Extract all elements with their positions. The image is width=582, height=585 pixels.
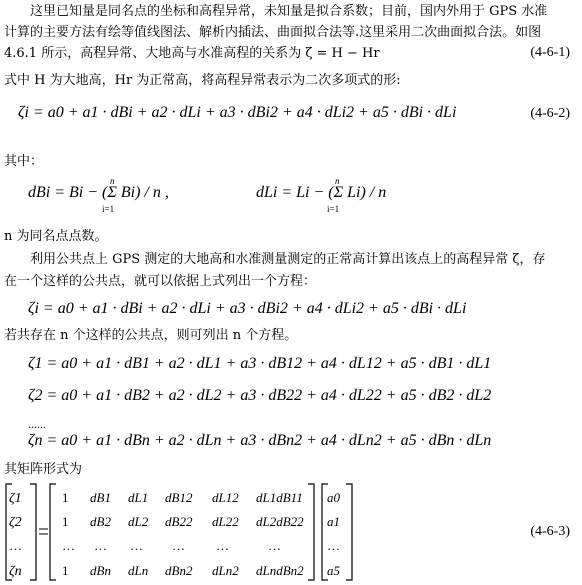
matrix-cell-2-6: dL2dB22 (256, 514, 304, 529)
equation-number-4-6-3: (4-6-3) (530, 524, 570, 539)
rhs-entry-2: a1 (327, 514, 340, 529)
where-label: 其中： (4, 154, 44, 169)
para1-line1: 这里已知量是同名点的坐标和高程异常，未知量是拟合系数；目前，国内外用于 GPS 水准 (30, 4, 548, 19)
equation-number-4-6-2: (4-6-2) (530, 106, 570, 121)
matrix-cell-3-3: … (130, 538, 143, 553)
matrix-cell-3-2: … (94, 538, 107, 553)
matrix-cell-n-5: dLn2 (212, 563, 239, 578)
matrix-form-label: 其矩阵形式为 (4, 462, 83, 477)
sum-lower-limit-2: i=1 (327, 204, 340, 214)
lhs-entry-2: ζ2 (9, 515, 22, 530)
equation-system-row-n: ζn = a0 + a1 · dBn + a2 · dLn + a3 · dBn2 + a4 · dLn2 + a5 · dBn · dLn (28, 432, 492, 449)
matrix-cell-2-5: dL22 (212, 514, 239, 529)
definition-dB: dBi = Bi − (Σ Bi) / n , (28, 184, 169, 201)
sum-lower-limit-1: i=1 (102, 204, 115, 214)
matrix-cell-1-6: dL1dB11 (256, 490, 303, 505)
equation-system-ellipsis: ...... (28, 417, 46, 431)
matrix-cell-1-1: 1 (62, 490, 69, 505)
matrix-right-bracket (308, 484, 314, 580)
rhs-entry-3: … (327, 538, 340, 553)
matrix-cell-1-2: dB1 (90, 490, 111, 505)
matrix-cell-3-6: … (268, 538, 281, 553)
sum-upper-limit-2: n (335, 176, 340, 186)
equation-system-row-2: ζ2 = a0 + a1 · dB2 + a2 · dL2 + a3 · dB22 + a4 · dL22 + a5 · dB2 · dL2 (28, 387, 492, 404)
equation-4-6-2: ζi = a0 + a1 · dBi + a2 · dLi + a3 · dBi2 + a4 · dLi2 + a5 · dBi · dLi (18, 104, 457, 121)
matrix-cell-n-2: dBn (90, 563, 111, 578)
matrix-cell-n-4: dBn2 (165, 563, 193, 578)
matrix-cell-1-3: dL1 (128, 490, 149, 505)
para1-line4: 式中 H 为大地高，Hr 为正常高，将高程异常表示为二次多项式的形: (4, 73, 401, 88)
lhs-right-bracket (30, 484, 36, 580)
equation-single-point: ζi = a0 + a1 · dBi + a2 · dLi + a3 · dBi2 + a4 · dLi2 + a5 · dBi · dLi (28, 300, 467, 317)
lhs-entry-n: ζn (9, 564, 22, 579)
para1-line3: 4.6.1 所示，高程异常、大地高与水准高程的关系为 ζ = H − Hr (4, 46, 380, 61)
lhs-entry-3: … (9, 538, 22, 553)
matrix-cell-1-4: dB12 (165, 490, 193, 505)
definition-dL: dLi = Li − (Σ Li) / n (256, 184, 387, 201)
para2-line2: 在一个这样的公共点，就可以依据上式列出一个方程： (4, 274, 317, 289)
sum-upper-limit-1: n (110, 176, 115, 186)
equation-system-row-1: ζ1 = a0 + a1 · dB1 + a2 · dL1 + a3 · dB12 + a4 · dL12 + a5 · dB1 · dL1 (28, 355, 492, 372)
matrix-cell-3-5: … (216, 538, 229, 553)
matrix-cell-2-4: dB22 (165, 514, 193, 529)
matrix-cell-1-5: dL12 (212, 490, 239, 505)
rhs-right-bracket (346, 484, 352, 580)
matrix-cell-3-1: … (62, 538, 75, 553)
rhs-entry-1: a0 (327, 490, 340, 505)
para1-line2: 计算的主要方法有绘等值线图法、解析内插法、曲面拟合法等.这里采用二次曲面拟合法。如图 (4, 25, 542, 40)
matrix-cell-3-4: … (172, 538, 185, 553)
matrix-cell-n-1: 1 (62, 563, 69, 578)
matrix-cell-2-3: dL2 (128, 514, 149, 529)
matrix-cell-n-3: dLn (128, 563, 149, 578)
equation-number-4-6-1: (4-6-1) (530, 45, 570, 60)
point-count-line: n 为同名点点数。 (4, 229, 108, 244)
rhs-entry-n: a5 (327, 563, 340, 578)
para3: 若共存在 n 个这样的公共点，则可列出 n 个方程。 (4, 328, 298, 343)
lhs-entry-1: ζ1 (9, 491, 22, 506)
matrix-cell-2-1: 1 (62, 514, 69, 529)
matrix-cell-n-6: dLndBn2 (256, 563, 304, 578)
matrix-left-bracket (50, 484, 56, 580)
matrix-cell-2-2: dB2 (90, 514, 111, 529)
para2-line1: 利用公共点上 GPS 测定的大地高和水准测量测定的正常高计算出该点上的高程异常 ζ，存 (30, 252, 546, 267)
